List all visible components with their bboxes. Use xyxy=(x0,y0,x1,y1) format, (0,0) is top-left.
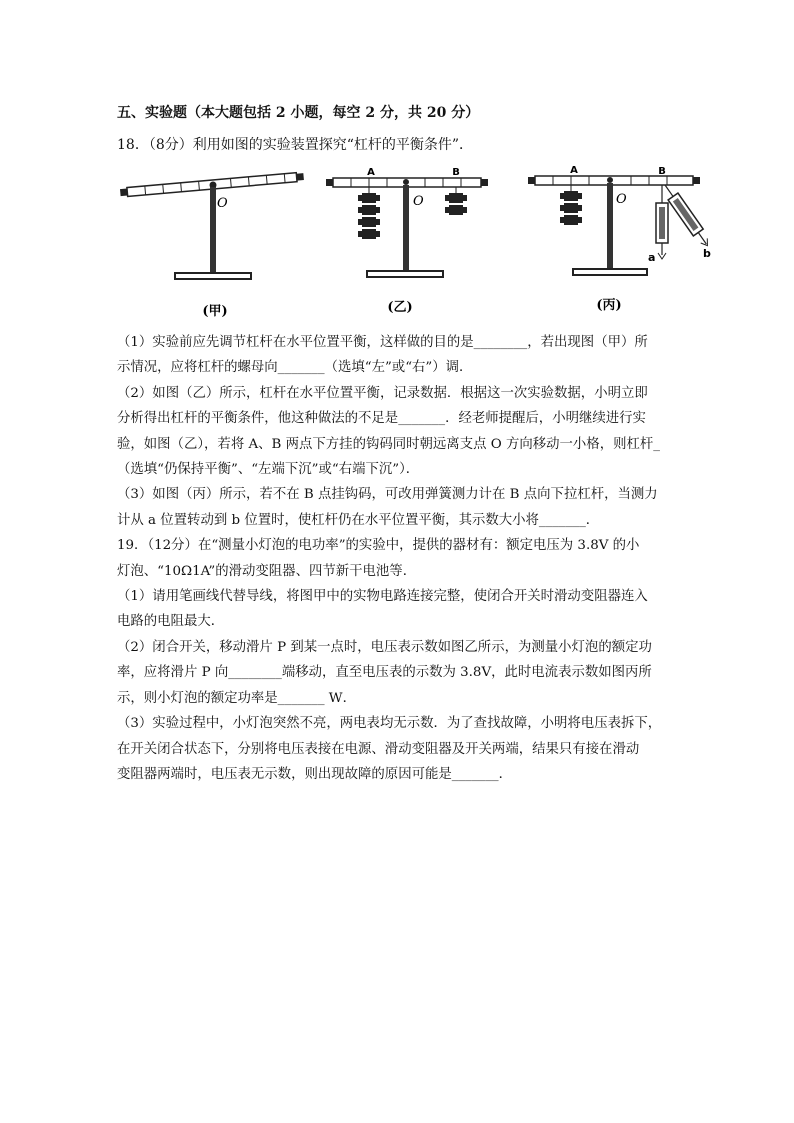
text-line: 19．（12分）在“测量小灯泡的电功率”的实验中，提供的器材有：额定电压为 3.8V 的小 xyxy=(117,538,640,554)
direction-a-label: a xyxy=(648,251,656,264)
q19-part-2 xyxy=(117,635,682,711)
stand-pole xyxy=(210,187,216,275)
text-line: 灯泡、“10Ω1A”的滑动变阻器、四节新干电池等． xyxy=(117,563,417,579)
text-line: （选填“仍保持平衡”、“左端下沉”或“右端下沉”）． xyxy=(117,462,420,478)
text-line: （2）闭合开关，移动滑片 P 到某一点时，电压表示数如图乙所示，为测量小灯泡的额定功 xyxy=(117,639,652,655)
q19-part-3 xyxy=(117,711,682,787)
q18-part-1 xyxy=(117,330,682,381)
text-line: 示，则小灯泡的额定功率是_______ W． xyxy=(117,690,356,706)
q19-part-1 xyxy=(117,584,682,635)
pivot-label: O xyxy=(616,192,627,207)
stand-base xyxy=(175,273,251,279)
text-line: （1）实验前应先调节杠杆在水平位置平衡，这样做的目的是________，若出现图（甲）所 xyxy=(117,335,648,350)
text-line: 率，应将滑片 P 向________端移动，直至电压表的示数为 3.8V，此时电流表示数如图丙所 xyxy=(117,665,652,681)
text-line: （1）请用笔画线代替导线，将图甲中的实物电路连接完整，使闭合开关时滑动变阻器连入 xyxy=(117,589,648,605)
lever-figures xyxy=(115,165,735,325)
section-title: 五、实验题（本大题包括 2 小题，每空 2 分，共 20 分） xyxy=(117,105,480,121)
figure-jia xyxy=(120,172,304,319)
lever-bar xyxy=(535,176,693,185)
text-line: 在开关闭合状态下，分别将电压表接在电源、滑动变阻器及开关两端，结果只有接在滑动 xyxy=(117,741,640,757)
text-line: 电路的电阻最大． xyxy=(117,614,225,630)
weights-right xyxy=(445,187,467,215)
text-line: 分析得出杠杆的平衡条件，他这种做法的不足是_______．经老师提醒后，小明继续进行实 xyxy=(117,411,646,427)
text-line: 示情况，应将杠杆的螺母向_______（选填“左”或“右”）调． xyxy=(117,360,473,376)
text-line: 验，如图（乙），若将 A、B 两点下方挂的钩码同时朝远离支点 O 方向移动一小格，则杠杆_ xyxy=(117,436,660,452)
spring-scale-a xyxy=(656,185,668,259)
q18-part-2 xyxy=(117,381,682,483)
figure-label-bing: (丙) xyxy=(596,298,622,313)
q18-part-3 xyxy=(117,482,682,533)
text-line: （3）如图（丙）所示，若不在 B 点挂钩码，可改用弹簧测力计在 B 点向下拉杠杆，当测力 xyxy=(117,487,658,503)
pivot-label: O xyxy=(413,194,424,209)
point-a-label: A xyxy=(570,165,578,176)
text-line: 计从 a 位置转动到 b 位置时，使杠杆仍在水平位置平衡，其示数大小将_______． xyxy=(117,512,600,528)
q19-heading xyxy=(117,533,682,584)
point-a-label: A xyxy=(367,167,375,178)
point-b-label: B xyxy=(452,167,460,178)
text-line: （2）如图（乙）所示，杠杆在水平位置平衡，记录数据．根据这一次实验数据，小明立即 xyxy=(117,385,648,401)
lever-figures-svg xyxy=(115,165,735,325)
weights-left xyxy=(560,185,582,225)
figure-yi xyxy=(326,167,488,315)
figure-label-yi: (乙) xyxy=(387,300,413,315)
figure-label-jia: (甲) xyxy=(202,304,228,319)
figure-bing xyxy=(528,165,712,313)
question-18-heading: 18．（8分）利用如图的实验装置探究“杠杆的平衡条件”． xyxy=(117,137,474,153)
direction-b-label: b xyxy=(703,247,711,260)
pivot-label: O xyxy=(217,196,228,211)
weights-left xyxy=(358,187,380,239)
question-body xyxy=(117,330,682,787)
text-line: （3）实验过程中，小灯泡突然不亮，两电表均无示数．为了查找故障，小明将电压表拆下， xyxy=(117,716,662,732)
point-b-label: B xyxy=(658,166,666,177)
text-line: 变阻器两端时，电压表无示数，则出现故障的原因可能是_______． xyxy=(117,766,513,782)
